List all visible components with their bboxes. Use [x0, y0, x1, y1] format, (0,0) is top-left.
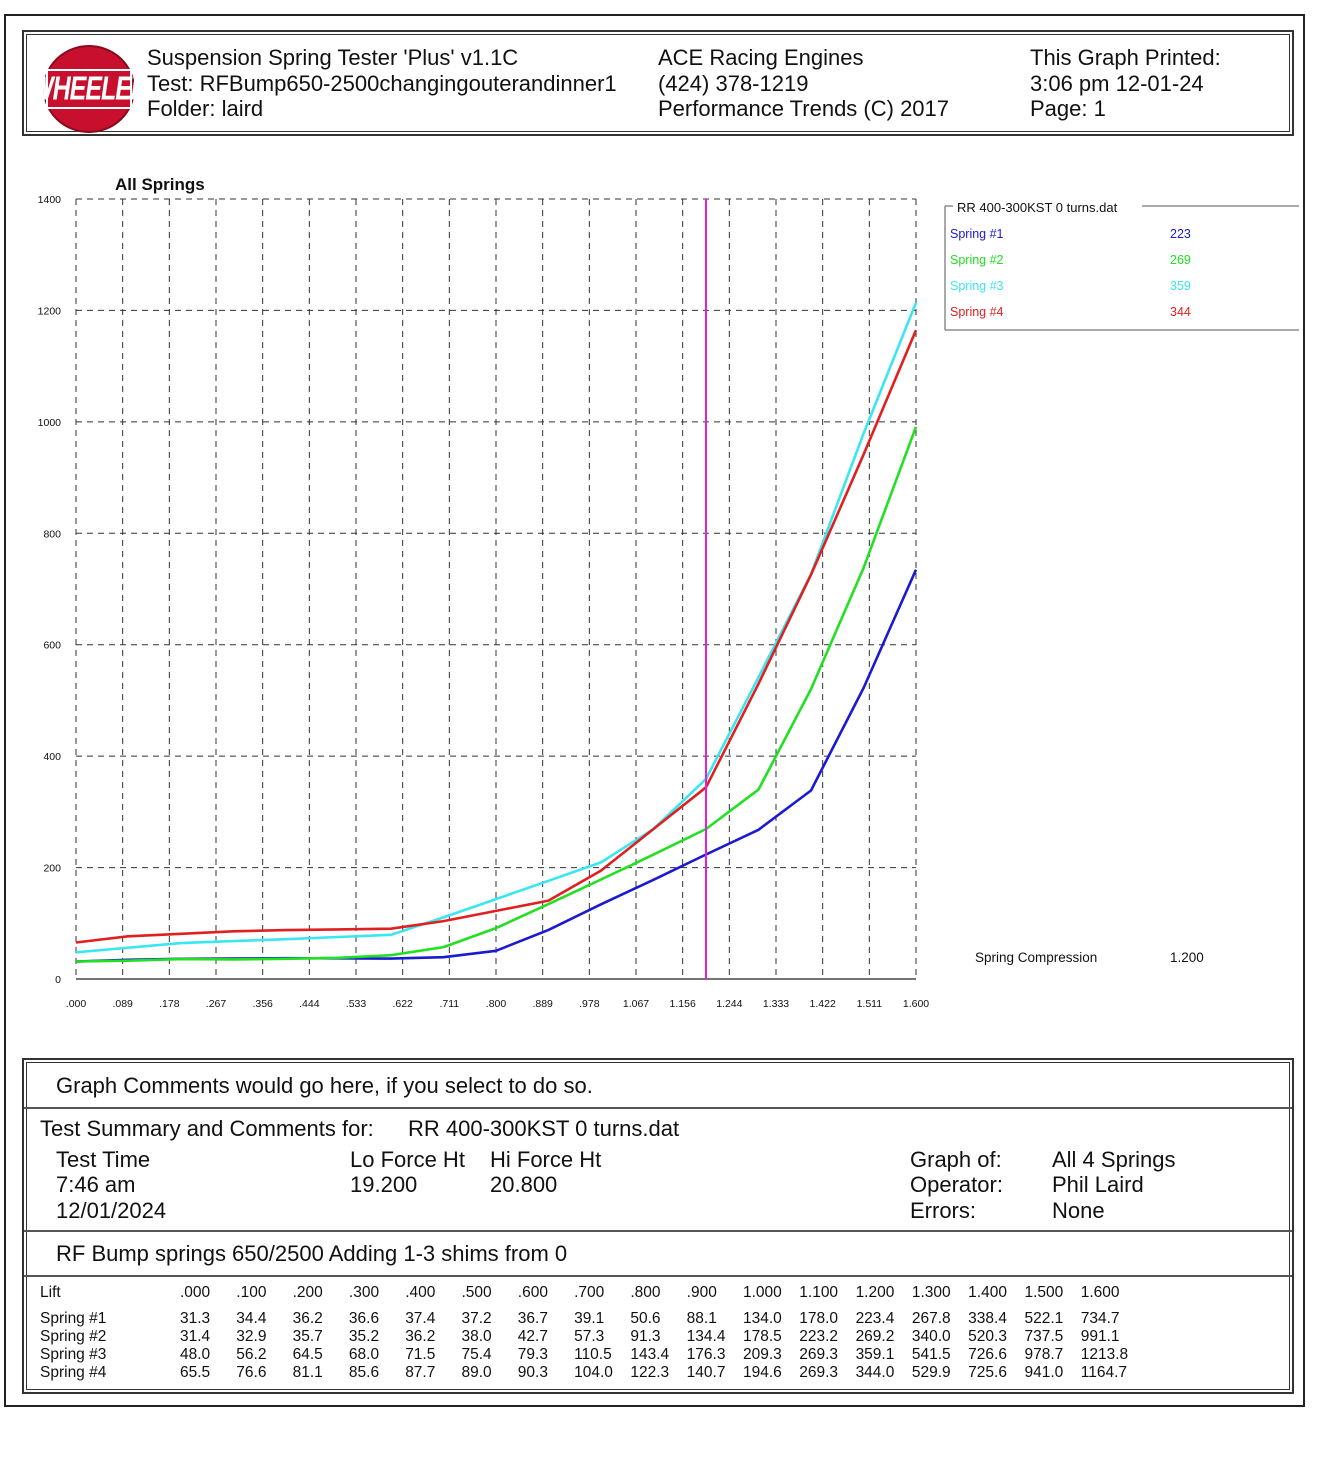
table-cell: 68.0	[348, 1346, 380, 1363]
legend-entry-value: 223	[1170, 227, 1191, 241]
compression-label: Spring Compression	[975, 950, 1098, 965]
table-cell: 209.3	[742, 1346, 782, 1363]
table-cell: 541.5	[911, 1346, 951, 1363]
y-tick-label: 600	[43, 639, 61, 652]
legend-entry-name: Spring #3	[950, 279, 1004, 293]
hi-force-value: 20.800	[490, 1172, 558, 1197]
x-tick-label: .178	[159, 998, 180, 1010]
row-label: Spring #3	[40, 1346, 107, 1363]
legend-entry-name: Spring #4	[950, 305, 1004, 319]
table-cell: 32.9	[236, 1328, 267, 1345]
test-date: 12/01/2024	[56, 1198, 167, 1223]
x-tick-label: 1.067	[622, 998, 650, 1010]
table-cell: 35.2	[348, 1328, 380, 1345]
legend-title: RR 400-300KST 0 turns.dat	[957, 200, 1118, 215]
table-cell: 36.7	[517, 1310, 548, 1327]
operator-value: Phil Laird	[1052, 1172, 1144, 1197]
company-name: ACE Racing Engines	[658, 45, 864, 70]
table-cell: 65.5	[180, 1364, 211, 1381]
table-cell: 338.4	[968, 1310, 1007, 1327]
table-cell: 42.7	[517, 1328, 548, 1345]
errors-label: Errors:	[910, 1198, 976, 1223]
table-cell: 178.0	[799, 1310, 839, 1327]
x-tick-label: .978	[579, 998, 600, 1010]
table-cell: 269.2	[855, 1328, 895, 1345]
graph-of-label: Graph of:	[910, 1147, 1002, 1172]
x-tick-label: 1.422	[809, 998, 836, 1010]
x-tick-label: .444	[299, 998, 320, 1010]
x-tick-label: .533	[345, 998, 367, 1010]
table-cell: 344.0	[855, 1364, 895, 1381]
x-tick-label: .356	[252, 998, 273, 1010]
test-time: 7:46 am	[56, 1172, 136, 1197]
summary-label: Test Summary and Comments for:	[40, 1116, 374, 1141]
table-cell: 37.4	[405, 1310, 436, 1327]
divider	[24, 1107, 1292, 1109]
table-cell: 79.3	[517, 1346, 548, 1363]
table-cell: 89.0	[461, 1364, 492, 1381]
table-cell: 90.3	[517, 1364, 548, 1381]
operator-label: Operator:	[910, 1172, 1003, 1197]
x-tick-label: 1.156	[669, 998, 696, 1010]
table-cell: 31.3	[180, 1310, 211, 1327]
graph-of-value: All 4 Springs	[1052, 1147, 1176, 1172]
legend-entry-value: 269	[1170, 253, 1191, 267]
table-cell: 143.4	[630, 1346, 670, 1363]
table-cell: 122.3	[630, 1364, 670, 1381]
table-cell: 1213.8	[1080, 1346, 1129, 1363]
table-cell: 267.8	[911, 1310, 951, 1327]
lo-force-label: Lo Force Ht	[350, 1147, 465, 1172]
table-cell: 1164.7	[1080, 1364, 1128, 1381]
table-row	[40, 1346, 1137, 1364]
table-cell: 38.0	[461, 1328, 492, 1345]
printed-time: 3:06 pm 12-01-24	[1030, 70, 1204, 96]
y-tick-label: 800	[43, 528, 61, 541]
printed-label: This Graph Printed:	[1030, 45, 1221, 70]
table-cell: .400	[405, 1284, 436, 1301]
table-cell: 36.6	[348, 1310, 380, 1327]
table-cell: 269.3	[799, 1346, 839, 1363]
table-cell: 48.0	[180, 1346, 211, 1363]
table-cell: 734.7	[1080, 1310, 1120, 1327]
table-cell: 91.3	[630, 1328, 661, 1345]
table-cell: 104.0	[574, 1364, 613, 1381]
copyright: Performance Trends (C) 2017	[658, 96, 950, 121]
test-time-label: Test Time	[56, 1147, 151, 1172]
table-cell: 223.2	[799, 1328, 839, 1345]
table-cell: 37.2	[461, 1310, 492, 1327]
table-cell: .300	[348, 1284, 380, 1301]
table-cell: 85.6	[348, 1364, 380, 1381]
table-cell: 1.300	[911, 1284, 951, 1301]
errors-value: None	[1052, 1198, 1105, 1223]
x-tick-label: .889	[532, 998, 553, 1010]
table-cell: 520.3	[968, 1328, 1007, 1345]
table-cell: .900	[686, 1284, 717, 1301]
table-cell: 522.1	[1024, 1310, 1064, 1327]
x-tick-label: .000	[65, 998, 87, 1010]
table-cell: 140.7	[686, 1364, 726, 1381]
x-tick-label: .622	[392, 998, 413, 1010]
table-row	[40, 1328, 1137, 1346]
company-phone: (424) 378-1219	[658, 70, 809, 96]
table-cell: 64.5	[292, 1346, 323, 1363]
x-tick-label: .267	[205, 998, 227, 1010]
x-tick-label: .089	[112, 998, 133, 1010]
table-cell: 110.5	[574, 1346, 612, 1363]
table-cell: 178.5	[742, 1328, 782, 1345]
table-cell: 1.400	[968, 1284, 1007, 1301]
table-cell: 223.4	[855, 1310, 895, 1327]
table-header-row	[40, 1284, 1137, 1310]
table-cell: .000	[180, 1284, 211, 1301]
divider	[24, 1275, 1292, 1277]
legend-entry-name: Spring #2	[950, 253, 1004, 267]
table-cell: 725.6	[968, 1364, 1007, 1381]
table-row	[40, 1364, 1137, 1382]
table-cell: 1.200	[855, 1284, 895, 1301]
table-cell: 50.6	[630, 1310, 661, 1327]
x-tick-label: 1.244	[716, 998, 743, 1010]
lo-force-value: 19.200	[350, 1172, 418, 1197]
table-cell: .800	[630, 1284, 661, 1301]
table-cell: 34.4	[236, 1310, 267, 1327]
table-cell: 726.6	[968, 1346, 1007, 1363]
table-cell: .600	[517, 1284, 548, 1301]
y-tick-label: 1400	[37, 194, 61, 206]
table-cell: 1.500	[1024, 1284, 1064, 1301]
y-tick-label: 1200	[37, 305, 61, 318]
legend-entry-value: 359	[1170, 279, 1191, 293]
table-cell: 134.4	[686, 1328, 726, 1345]
folder-name: Folder: laird	[147, 96, 264, 121]
test-name: Test: RFBump650-2500changingouterandinner1	[147, 70, 617, 96]
y-tick-label: 1000	[37, 416, 61, 429]
table-cell: 39.1	[574, 1310, 605, 1327]
test-note: RF Bump springs 650/2500 Adding 1-3 shims from 0	[56, 1241, 568, 1266]
table-row	[40, 1310, 1137, 1328]
table-cell: 36.2	[405, 1328, 436, 1345]
table-cell: 991.1	[1080, 1328, 1120, 1345]
table-cell: 31.4	[180, 1328, 211, 1345]
summary-file: RR 400-300KST 0 turns.dat	[408, 1116, 680, 1141]
table-cell: 36.2	[292, 1310, 323, 1327]
table-cell: 269.3	[799, 1364, 839, 1381]
table-cell: 359.1	[855, 1346, 895, 1363]
table-cell: .700	[574, 1284, 605, 1301]
table-cell: 941.0	[1024, 1364, 1064, 1381]
table-cell: 81.1	[292, 1364, 323, 1381]
row-label: Spring #2	[40, 1328, 107, 1345]
divider	[24, 1230, 1292, 1232]
data-table	[40, 1284, 1137, 1382]
table-cell: .500	[461, 1284, 492, 1301]
table-cell: 176.3	[686, 1346, 726, 1363]
table-cell: 76.6	[236, 1364, 267, 1381]
x-tick-label: .800	[485, 998, 507, 1010]
table-cell: 56.2	[236, 1346, 267, 1363]
table-cell: 88.1	[686, 1310, 717, 1327]
table-cell: 1.100	[799, 1284, 839, 1301]
table-cell: 194.6	[742, 1364, 782, 1381]
hi-force-label: Hi Force Ht	[490, 1147, 602, 1172]
table-cell: .100	[236, 1284, 267, 1301]
table-cell: 71.5	[405, 1346, 436, 1363]
graph-comment: Graph Comments would go here, if you select to do so.	[56, 1073, 593, 1098]
row-label: Spring #4	[40, 1364, 107, 1381]
x-tick-label: .711	[439, 998, 460, 1010]
x-tick-label: 1.511	[856, 998, 883, 1010]
page-number: Page: 1	[1030, 96, 1106, 121]
legend-entry-value: 344	[1170, 305, 1191, 319]
table-cell: 35.7	[292, 1328, 323, 1345]
row-label: Lift	[40, 1284, 61, 1301]
table-cell: 340.0	[911, 1328, 951, 1345]
row-label: Spring #1	[40, 1310, 107, 1327]
svg-text:WHEELER: WHEELER	[30, 69, 148, 108]
table-cell: 1.000	[742, 1284, 782, 1301]
table-cell: 75.4	[461, 1346, 492, 1363]
table-cell: 57.3	[574, 1328, 605, 1345]
table-cell: 1.600	[1080, 1284, 1120, 1301]
app-title: Suspension Spring Tester 'Plus' v1.1C	[147, 45, 519, 70]
y-tick-label: 400	[43, 751, 61, 764]
y-tick-label: 200	[43, 862, 61, 875]
x-tick-label: 1.600	[902, 998, 930, 1010]
table-cell: 978.7	[1024, 1346, 1064, 1363]
table-cell: 134.0	[742, 1310, 782, 1327]
legend-entry-name: Spring #1	[950, 227, 1004, 241]
table-cell: .200	[292, 1284, 323, 1301]
x-tick-label: 1.333	[762, 998, 790, 1010]
table-cell: 737.5	[1024, 1328, 1064, 1345]
table-cell: 87.7	[405, 1364, 436, 1381]
table-cell: 529.9	[911, 1364, 951, 1381]
compression-value: 1.200	[1170, 950, 1204, 965]
y-tick-label: 0	[55, 974, 61, 986]
chart-title: All Springs	[115, 175, 205, 194]
